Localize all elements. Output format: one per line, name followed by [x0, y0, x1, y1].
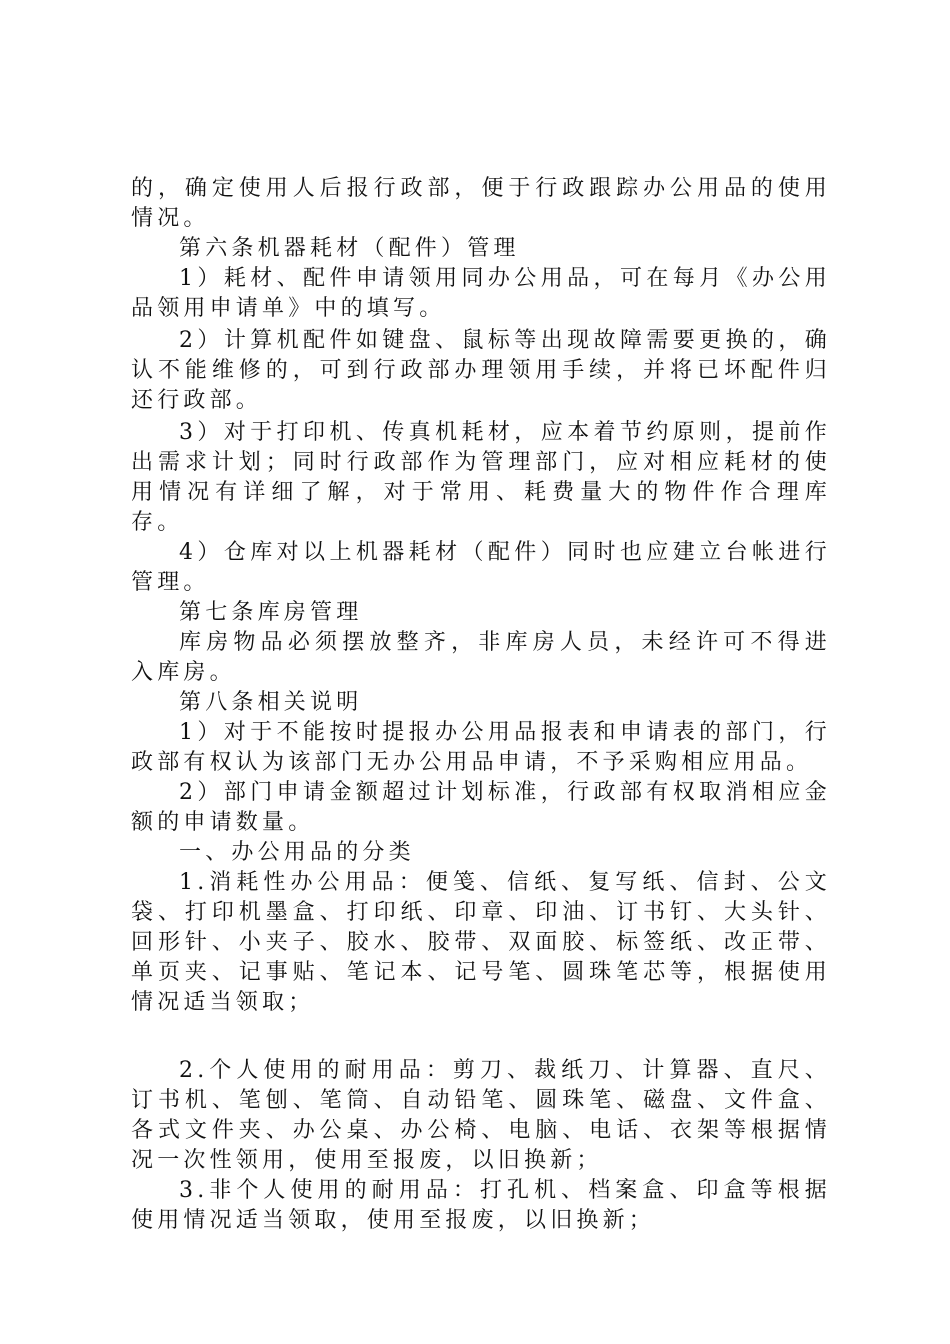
paragraph-article-7: 库房物品必须摆放整齐，非库房人员，未经许可不得进入库房。: [131, 630, 831, 685]
heading-article-8: 第八条相关说明: [179, 690, 363, 715]
paragraph-article-8-item-2: 2）部门申请金额超过计划标准，行政部有权取消相应金额的申请数量。: [131, 780, 831, 835]
heading-section-1: 一、办公用品的分类: [179, 840, 415, 865]
paragraph-article-6-item-1: 1）耗材、配件申请领用同办公用品，可在每月《办公用品领用申请单》中的填写。: [131, 266, 831, 321]
paragraph-1: 的，确定使用人后报行政部，便于行政跟踪办公用品的使用情况。: [131, 176, 831, 231]
paragraph-article-8-item-1: 1）对于不能按时提报办公用品报表和申请表的部门，行政部有权认为该部门无办公用品申请，不予采购相应用品。: [131, 720, 831, 775]
blank-line: [131, 1018, 831, 1056]
paragraph-shared-durables: 3.非个人使用的耐用品：打孔机、档案盒、印盒等根据使用情况适当领取，使用至报废，以旧换新；: [131, 1178, 831, 1233]
paragraph-consumables: 1.消耗性办公用品：便笺、信纸、复写纸、信封、公文袋、打印机墨盒、打印纸、印章、印油、订书钉、大头针、回形针、小夹子、胶水、胶带、双面胶、标签纸、改正带、单页夹、记事贴、笔记本、记号笔、圆珠笔芯等，根据使用情况适当领取；: [131, 870, 831, 1015]
paragraph-article-6-item-4: 4）仓库对以上机器耗材（配件）同时也应建立台帐进行管理。: [131, 540, 831, 595]
heading-article-6: 第六条机器耗材（配件）管理: [179, 236, 520, 261]
paragraph-article-6-item-3: 3）对于打印机、传真机耗材，应本着节约原则，提前作出需求计划；同时行政部作为管理部门，应对相应耗材的使用情况有详细了解，对于常用、耗费量大的物件作合理库存。: [131, 420, 831, 535]
heading-article-7: 第七条库房管理: [179, 600, 363, 625]
paragraph-article-6-item-2: 2）计算机配件如键盘、鼠标等出现故障需要更换的，确认不能维修的，可到行政部办理领用手续，并将已坏配件归还行政部。: [131, 328, 831, 413]
document-body: [131, 174, 831, 1236]
paragraph-personal-durables: 2.个人使用的耐用品：剪刀、裁纸刀、计算器、直尺、订书机、笔刨、笔筒、自动铅笔、圆珠笔、磁盘、文件盒、各式文件夹、办公桌、办公椅、电脑、电话、衣架等根据情况一次性领用，使用至报废，以旧换新；: [131, 1058, 831, 1173]
